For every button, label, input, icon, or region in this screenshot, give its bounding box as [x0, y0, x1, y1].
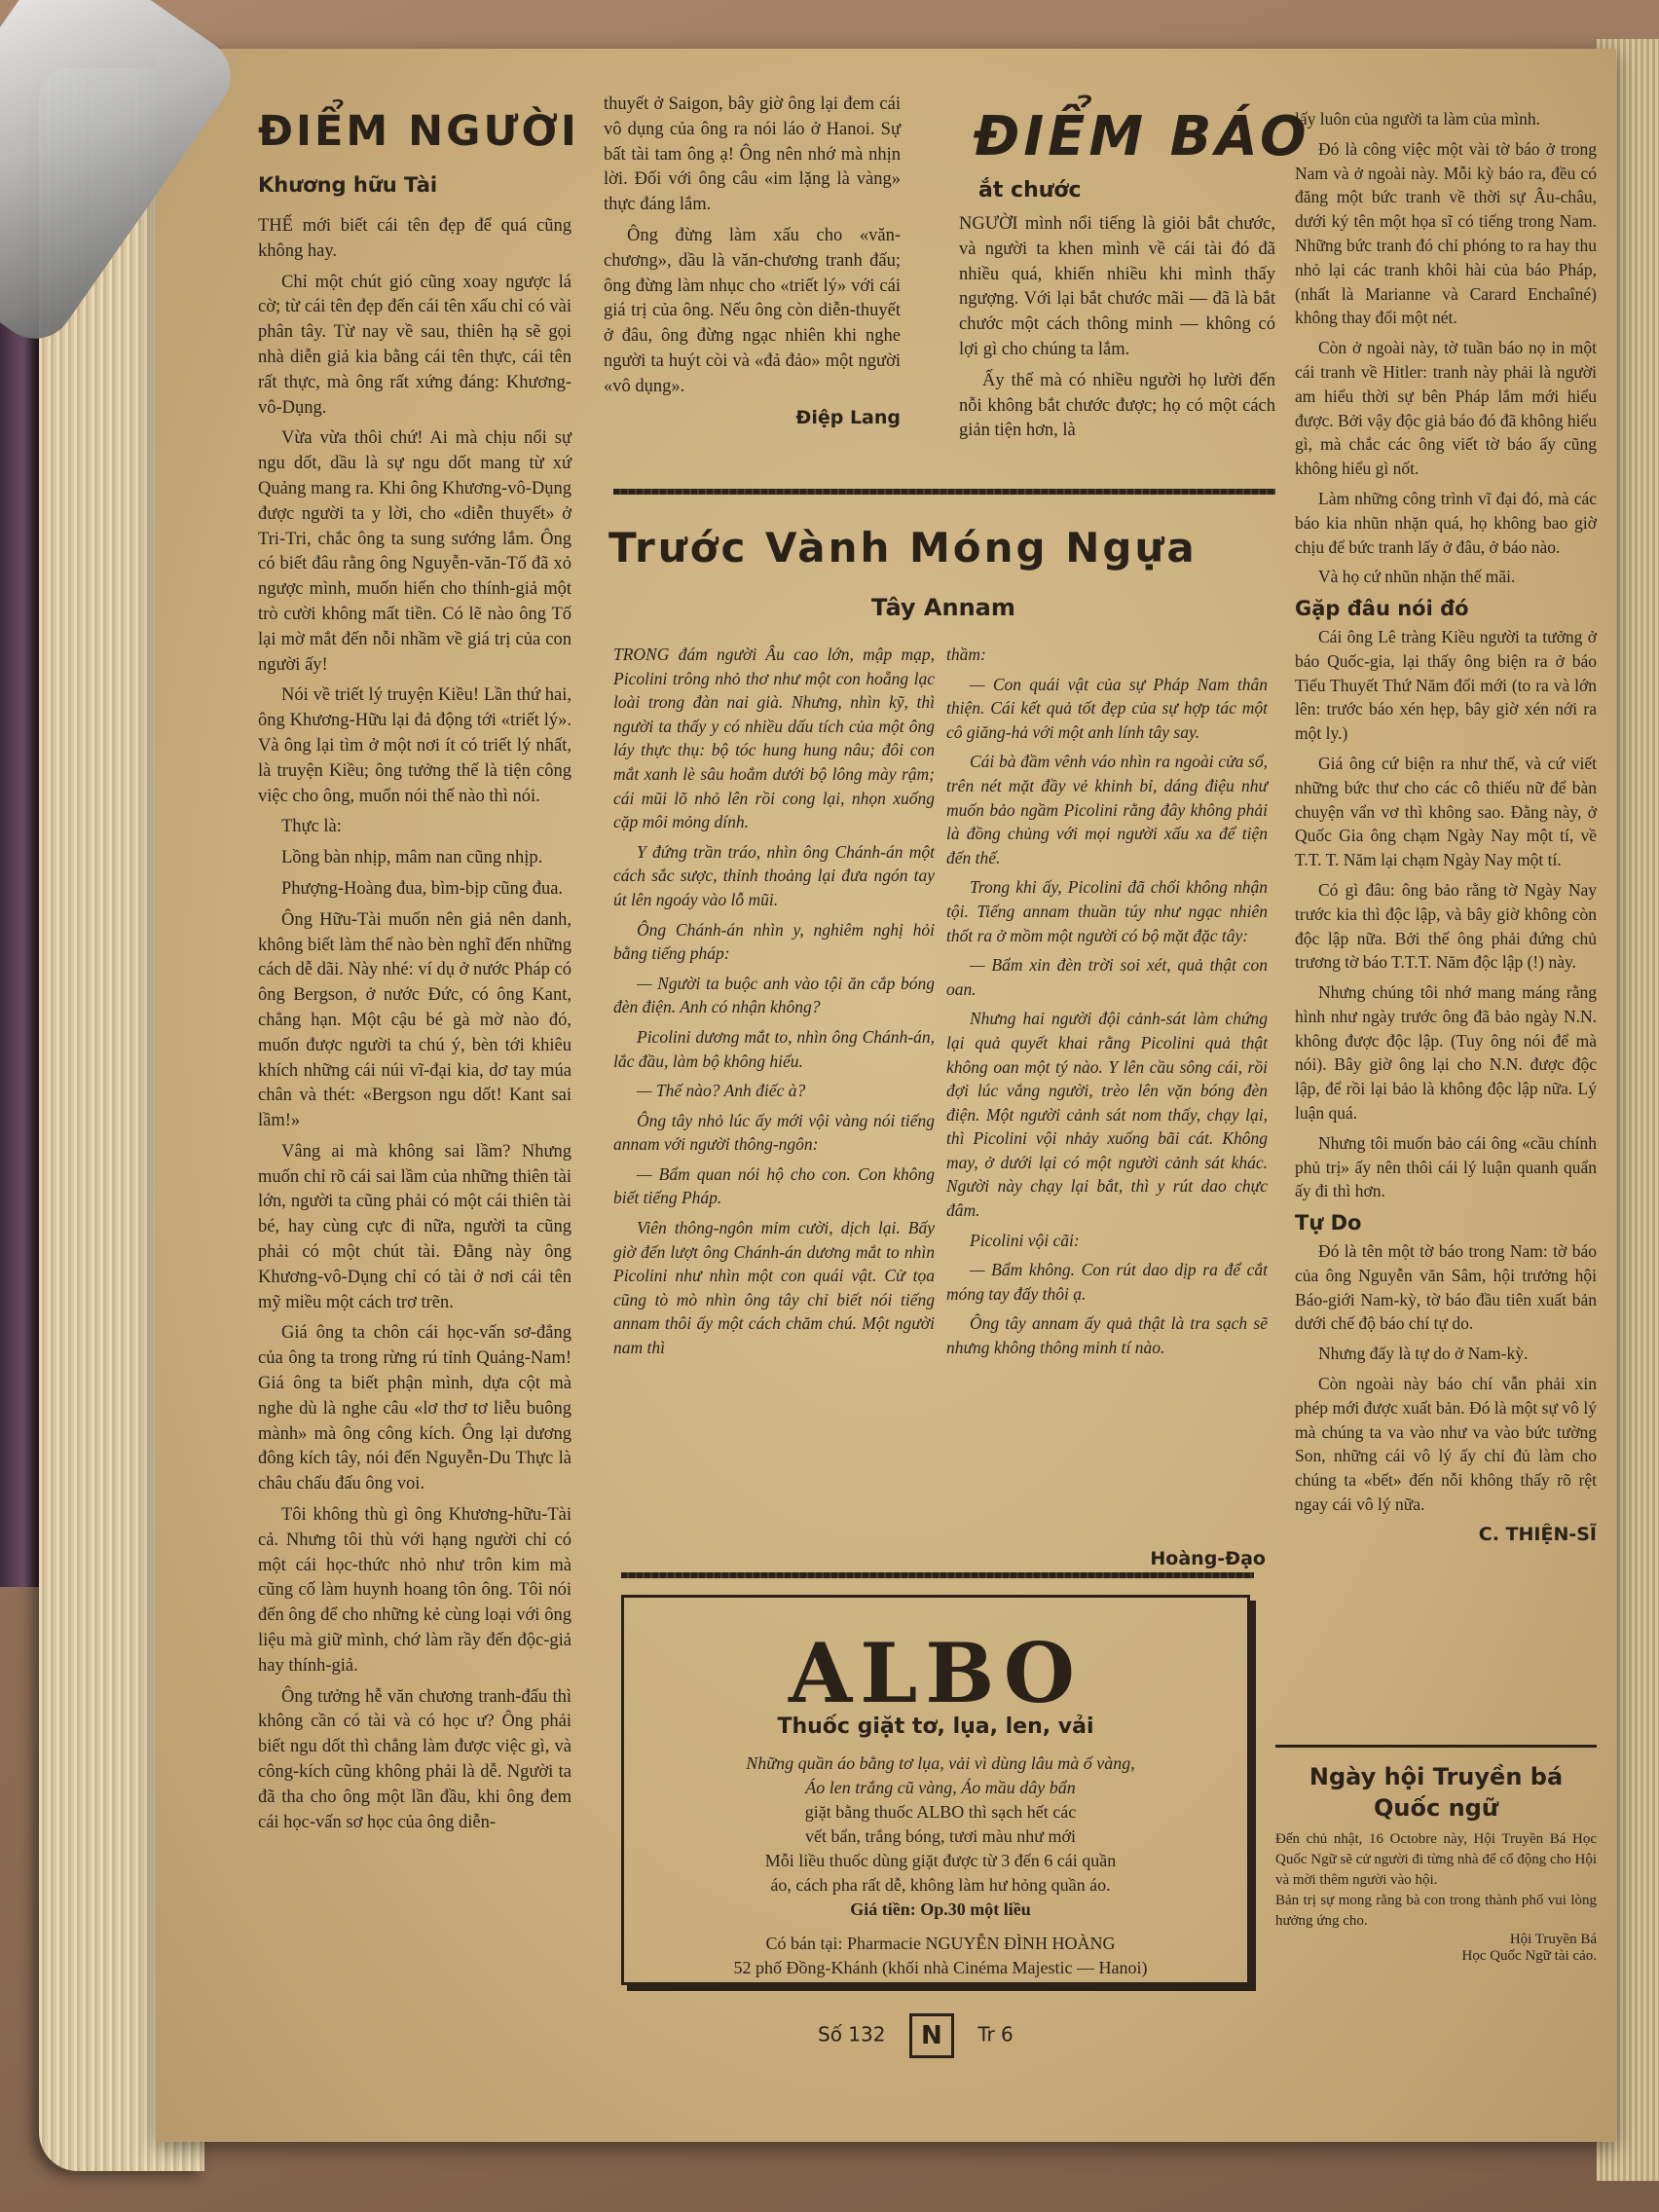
ad-line: vết bẩn, trắng bóng, tươi màu như mới	[804, 1826, 1076, 1846]
diem-bao-body	[959, 212, 1275, 450]
book-cover-edge	[0, 321, 39, 1587]
ad-subtitle: Thuốc giặt tơ, lụa, len, vải	[777, 1714, 1094, 1739]
box-body: Đến chủ nhật, 16 Octobre này, Hội Truyền Bá Học Quốc Ngữ sẽ cử người đi từng nhà để cổ động cho Hội và mời thêm người vào hội.	[1275, 1831, 1597, 1888]
section-heading: Tự Do	[1295, 1211, 1362, 1235]
paragraph: Ông Chánh-án nhìn y, nghiêm nghị hỏi bằng tiếng pháp:	[613, 919, 935, 964]
paragraph: TRONG đám người Âu cao lớn, mập mạp, Picolini trông nhỏ thơ như một con hoẵng lạc loài trong đàn nai già. Nhưng, nhìn kỹ, thì người ta thấy y có nhiều dấu tích của một ông láy thực thụ: bộ tóc hung hung nâu; đôi con mắt xanh lè sâu hoắm dưới bộ lông mày rậm; cái mũi lõ nhỏ lên rồi cong lại, nhọn xuống cặp môi mỏng dính.	[613, 645, 935, 832]
second-column	[604, 92, 901, 430]
paragraph: Nhưng đấy là tự do ở Nam-kỳ.	[1318, 1344, 1529, 1364]
diem-bao-title: ĐIỂM BÁO	[974, 105, 1310, 168]
diem-bao-subtitle: ắt chước	[978, 178, 1082, 203]
paragraph: lấy luôn của người ta làm của mình.	[1295, 109, 1541, 129]
paragraph: Giá ông ta chôn cái học-vấn sơ-đẳng của ông ta trong rừng rú tỉnh Quảng-Nam! Giá ông ta biết phận mình, dựa cột mà nghe dù là nghe câu «lơ thơ tơ liễu buông mành» mà ông công kích. Ông lại dương đông kích tây, nói đến Nguyễn-Du Thực là châu chấu đấu ông voi.	[258, 1323, 571, 1494]
ad-body	[653, 1751, 1228, 1980]
right-column	[1295, 107, 1597, 1547]
ad-line: Áo len trắng cũ vàng, Áo mầu dây bẩn	[805, 1778, 1076, 1797]
paragraph: Nhưng chúng tôi nhớ mang máng rằng hình như ngày trước ông đã bảo ngày N.N. không được độc lập. (Tuy ông nói để mà nói). Bây giờ ông lại cho N.N. được độc lập, để rồi lại bảo là không độc lập nữa. Lý luận quá.	[1295, 982, 1597, 1124]
paragraph: Thực là:	[281, 817, 342, 837]
paragraph: Nhưng hai người đội cảnh-sát làm chứng lại quả quyết khai rằng Picolini quả thật không oan một tý nào. Y lên cầu sông cái, rồi đợi lúc vắng người, trèo lên vặn bóng đèn điện. Một người cảnh sát nom thấy, chạy lại, thì Picolini vội nhảy xuống bãi cát. Không may, ở dưới lại có một người cảnh sát khác. Người này chạy lại bắt, thì y rút dao chực đâm.	[946, 1009, 1268, 1221]
ad-line: Những quần áo bằng tơ lụa, vải vì dùng lâu mà ố vàng,	[746, 1753, 1135, 1773]
paragraph: Có gì đâu: ông bảo rằng tờ Ngày Nay trước kia thì độc lập, và bây giờ không còn độc lập nữa. Bởi thế ông phải đứng chủ trương tờ báo T.T.T. Năm độc lập (!) này.	[1295, 879, 1597, 973]
paragraph: — Bẩm không. Con rút dao dịp ra để cắt móng tay đấy thôi ạ.	[946, 1260, 1268, 1304]
paragraph: thuyết ở Saigon, bây giờ ông lại đem cái vô dụng của ông ra nói láo ở Hanoi. Sự bất tài tam ông ạ! Ông nên nhớ mà nhịn lời. Đối với ông câu «im lặng là vàng» thực đáng lắm.	[604, 94, 901, 215]
paragraph: Đó là công việc một vài tờ báo ở trong Nam và ở ngoài này. Mỗi kỳ báo ra, đều có đăng một bức tranh về thời sự Âu-châu, dưới ký tên một họa sĩ có tiếng trong Nam. Những bức tranh đó chỉ phóng to ra hay thu nhỏ lại các tranh khôi hài của báo Pháp, (nhất là Marianne và Carard Enchaîné) không thay đổi một nét.	[1295, 138, 1597, 328]
box-body: Bản trị sự mong rằng bà con trong thành phố vui lòng hưởng ứng cho.	[1275, 1893, 1597, 1929]
middle-article-signature: Hoàng-Đạo	[1150, 1548, 1266, 1569]
paragraph: THẾ mới biết cái tên đẹp để quá cũng không hay.	[258, 216, 571, 261]
box-title: Ngày hội Truyền bá Quốc ngữ	[1309, 1763, 1564, 1822]
paragraph: Làm những công trình vĩ đại đó, mà các báo kia nhũn nhặn quá, họ không bao giờ chịu để bức tranh lấy ở đâu, ở báo nào.	[1295, 488, 1597, 557]
paragraph: Viên thông-ngôn mỉm cười, dịch lại. Bấy giờ đến lượt ông Chánh-án dương mắt to nhìn Picolini như nhìn một con quái vật. Cử tọa cũng tò mò nhìn ông tây chỉ biết nói tiếng annam thôi ấy một cách chăm chú. Một người nam thì	[613, 1218, 935, 1358]
paragraph: Ông tây annam ấy quả thật là tra sạch sẽ nhưng không thông minh tí nào.	[946, 1313, 1268, 1358]
middle-article-col1	[613, 643, 935, 1366]
paragraph: Ấy thế mà có nhiều người họ lười đến nỗi không bắt chước được; họ có một cách giản tiện hơn, là	[959, 370, 1275, 441]
paragraph: Picolini vội cãi:	[970, 1230, 1080, 1250]
paragraph: Picolini dương mắt to, nhìn ông Chánh-án, lắc đầu, làm bộ không hiểu.	[613, 1026, 935, 1071]
middle-article-col2	[946, 643, 1268, 1366]
paragraph: Vừa vừa thôi chứ! Ai mà chịu nổi sự ngu dốt, dầu là sự ngu dốt mang từ xứ Quảng mang ra. Khi ông Khương-vô-Dụng được người ta y lời, cho «diễn thuyết» ở Tri-Tri, chắc ông ta sung sướng lắm. Ông có biết đâu rằng ông Nguyễn-văn-Tố đã xỏ ngược mình, muốn hiến cho thính-giả một trò cười không mất tiền. Có lẽ nào ông Tố lại mờ mắt đến nỗi nhầm về giá trị của con người ấy!	[258, 428, 571, 675]
ad-title: ALBO	[789, 1625, 1083, 1721]
paragraph: thầm:	[946, 645, 986, 664]
paragraph: Nhưng tôi muốn bảo cái ông «cầu chính phủ trị» ấy nên thôi cái lý luận quanh quẩn ấy đi thì hơn.	[1295, 1132, 1597, 1201]
paragraph: NGƯỜI mình nổi tiếng là giỏi bắt chước, và người ta khen mình về cái tài đó đã nhiều quá, khiến nhiều khi mình thấy ngượng. Với lại bắt chước mãi — đã là bắt chước một cách thông minh — không có lợi gì cho chúng ta lắm.	[959, 214, 1275, 359]
ad-line: áo, cách pha rất dễ, không làm hư hỏng quần áo.	[770, 1875, 1111, 1895]
paragraph: Ông tưởng hễ văn chương tranh-đấu thì không cần có tài và có học ư? Ông phải biết ngu dốt thì chẳng làm được việc gì, và công-kích cũng không phải là dễ. Người ta đã tha cho ông một lần đầu, khi ông đem cái học-vấn sơ học của ông diễn-	[258, 1686, 571, 1832]
section-heading: Gặp đâu nói đó	[1295, 597, 1469, 621]
ad-price: Giá tiền: Op.30 một liều	[850, 1899, 1031, 1919]
left-article-body	[258, 214, 571, 1841]
paragraph: Phượng-Hoàng đua, bìm-bịp cũng đua.	[281, 878, 564, 899]
page-number: Tr 6	[977, 2022, 1014, 2046]
ad-line: Mỗi liều thuốc dùng giặt được từ 3 đến 6 cái quần	[764, 1851, 1117, 1870]
box-signature: Học Quốc Ngữ tài cảo.	[1461, 1948, 1597, 1964]
paragraph: Còn ngoài này báo chí vẫn phải xin phép mới được xuất bản. Đó là một sự vô lý mà chúng ta va vào như va vào bức tường Son, những cái vô lý ấy chỉ đủ làm cho chúng ta «bết» đến nỗi không thấy rõ rệt ngay cái vô lý nữa.	[1295, 1374, 1597, 1515]
ad-seller: Có bán tại: Pharmacie NGUYỄN ĐÌNH HOÀNG	[765, 1934, 1116, 1953]
paragraph: Nói về triết lý truyện Kiều! Lần thứ hai, ông Khương-Hữu lại đả động tới «triết lý». Và ông lại tìm ở một nơi ít có triết lý nhất, là truyện Kiều; ông tưởng thế là tiện công việc cho ông, muốn nói thế nào thì nói.	[258, 685, 571, 806]
newspaper-page	[156, 49, 1616, 2142]
left-article-title: ĐIỂM NGƯỜI	[258, 107, 579, 156]
hoi-truyen-ba-box	[1275, 1745, 1597, 2088]
paragraph: Y đứng trần tráo, nhìn ông Chánh-án một cách sắc sược, thỉnh thoảng lại đưa ngón tay út lên ngoáy vào lỗ mũi.	[613, 841, 935, 909]
divider-rule	[621, 1572, 1254, 1578]
ad-address: 52 phố Đồng-Khánh (khối nhà Cinéma Majestic — Hanoi)	[733, 1958, 1148, 1977]
paragraph: Giá ông cứ biện ra như thế, và cứ viết những bức thư cho các cô thiếu nữ để bàn chuyện vẩn vơ thì không sao. Đằng này, ở Quốc Gia ông chạm Ngày Nay một tí, về T.T. T. Năm lại chạm Ngày Nay một tí.	[1295, 753, 1597, 870]
paragraph: Còn ở ngoài này, tờ tuần báo nọ in một cái tranh về Hitler: tranh này phải là người am hiểu thời sự bên Pháp lắm mới hiểu được. Bởi vậy độc giả báo đó đã không hiểu gì, mà chắc các ông viết tờ báo ấy cũng không hiểu gì nốt.	[1295, 338, 1597, 479]
paragraph: — Người ta buộc anh vào tội ăn cắp bóng đèn điện. Anh có nhận không?	[613, 973, 935, 1017]
albo-advertisement	[621, 1595, 1250, 1985]
paragraph: Ông tây nhỏ lúc ấy mới vội vàng nói tiếng annam với người thông-ngôn:	[613, 1110, 935, 1155]
paragraph: Ông đừng làm xấu cho «văn-chương», dầu là văn-chương tranh đấu; ông đừng làm nhục cho «triết lý» với cái giá trị của ông. Nếu ông còn diễn-thuyết ở đâu, ông đừng ngạc nhiên khi nghe người ta huýt còi và «đả đảo» một người «vô dụng».	[604, 225, 901, 396]
page-footer	[818, 2013, 1014, 2058]
left-article-author: Khương hữu Tài	[258, 173, 438, 197]
ad-line: giặt bằng thuốc ALBO thì sạch hết các	[804, 1802, 1077, 1822]
paragraph: Trong khi ấy, Picolini đã chối không nhận tội. Tiếng annam thuần túy như ngạc nhiên thốt ra ở mồm một người có bộ mặt đặc tây:	[946, 877, 1268, 945]
middle-article-author: Tây Annam	[871, 594, 1015, 621]
divider-rule	[613, 489, 1275, 495]
paragraph: — Thế nào? Anh điếc à?	[637, 1081, 806, 1101]
paragraph: Đó là tên một tờ báo trong Nam: tờ báo của ông Nguyễn văn Sâm, hội trưởng hội Báo-giới Nam-kỳ, tờ báo đầu tiên xuất bản dưới chế độ báo chí tự do.	[1295, 1241, 1597, 1334]
paragraph: — Con quái vật của sự Pháp Nam thân thiện. Cái kết quả tốt đẹp của sự hợp tác một cô giăng-hả với một anh lính tây say.	[946, 674, 1268, 742]
ngay-nay-logo-icon: N	[909, 2013, 954, 2058]
paragraph: Ông Hữu-Tài muốn nên giả nên danh, không biết làm thế nào bèn nghĩ đến những cách dễ dãi. Này nhé: ví dụ ở nước Pháp có ông Bergson, ở nước Đức, có ông Kant, chẳng hạn. Một cậu bé gà mờ nào đó, muốn được người ta chú ý, bèn tới khiêu khích những cái núi vĩ-đại kia, dơ tay múa chân và thét: «Bergson ngu dốt! Kant sai lầm!»	[258, 909, 571, 1131]
paragraph: Lồng bàn nhịp, mâm nan cũng nhịp.	[281, 848, 543, 868]
paragraph: Cái ông Lê tràng Kiều người ta tưởng ở báo Quốc-gia, lại thấy ông biện ra ở báo Tiểu Thuyết Thứ Năm đổi mới (to ra và lớn lên: trước báo xén hẹp, bây giờ xén nới ra một ly.)	[1295, 626, 1597, 744]
paragraph: Vâng ai mà không sai lầm? Nhưng muốn chỉ rõ cái sai lầm của những thiên tài lớn, người ta cũng phải có một cái thiên tài bé, hay cùng cực đi nữa, người ta cũng phải có một chút tài. Đằng này ông Khương-vô-Dụng chỉ có tài ở nơi cái tên mỹ miều một cách trơ trẽn.	[258, 1141, 571, 1312]
box-signature: Hội Truyền Bá	[1509, 1932, 1597, 1947]
paragraph: — Bẩm quan nói hộ cho con. Con không biết tiếng Pháp.	[613, 1163, 935, 1208]
issue-number: Số 132	[818, 2022, 886, 2046]
signature: Điệp Lang	[795, 406, 901, 428]
signature: C. THIỆN-SĨ	[1478, 1523, 1597, 1545]
paragraph: Tôi không thù gì ông Khương-hữu-Tài cả. Nhưng tôi thù với hạng người chỉ có một cái học-thức nhỏ như trôn kim mà cũng cố làm huynh hoang tôn ông. Tôi nói đến ông để cho những kẻ cùng loại với ông liệu mà giữ mình, chớ làm rầy đến độc-giả hay thính-giả.	[258, 1505, 571, 1676]
paragraph: — Bẩm xin đèn trời soi xét, quả thật con oan.	[946, 955, 1268, 999]
paragraph: Và họ cứ nhũn nhặn thế mãi.	[1318, 567, 1516, 587]
paragraph: Cái bà đầm vênh váo nhìn ra ngoài cửa sổ, trên nét mặt đầy vẻ khinh bỉ, dáng điệu như muốn bảo ngầm Picolini rằng đây không phải là đồng chủng với mọi người xấu xa để tiện đến thế.	[946, 752, 1268, 867]
paragraph: Chỉ một chút gió cũng xoay ngược lá cờ; từ cái tên đẹp đến cái tên xấu chỉ có vài phân tây. Từ nay về sau, thiên hạ sẽ gọi nhà diễn giả kia bằng cái tên thực, cái tên rất thực, mà ông rất xứng đáng: Khương-vô-Dụng.	[258, 272, 571, 418]
middle-article-title: Trước Vành Móng Ngựa	[608, 524, 1198, 571]
